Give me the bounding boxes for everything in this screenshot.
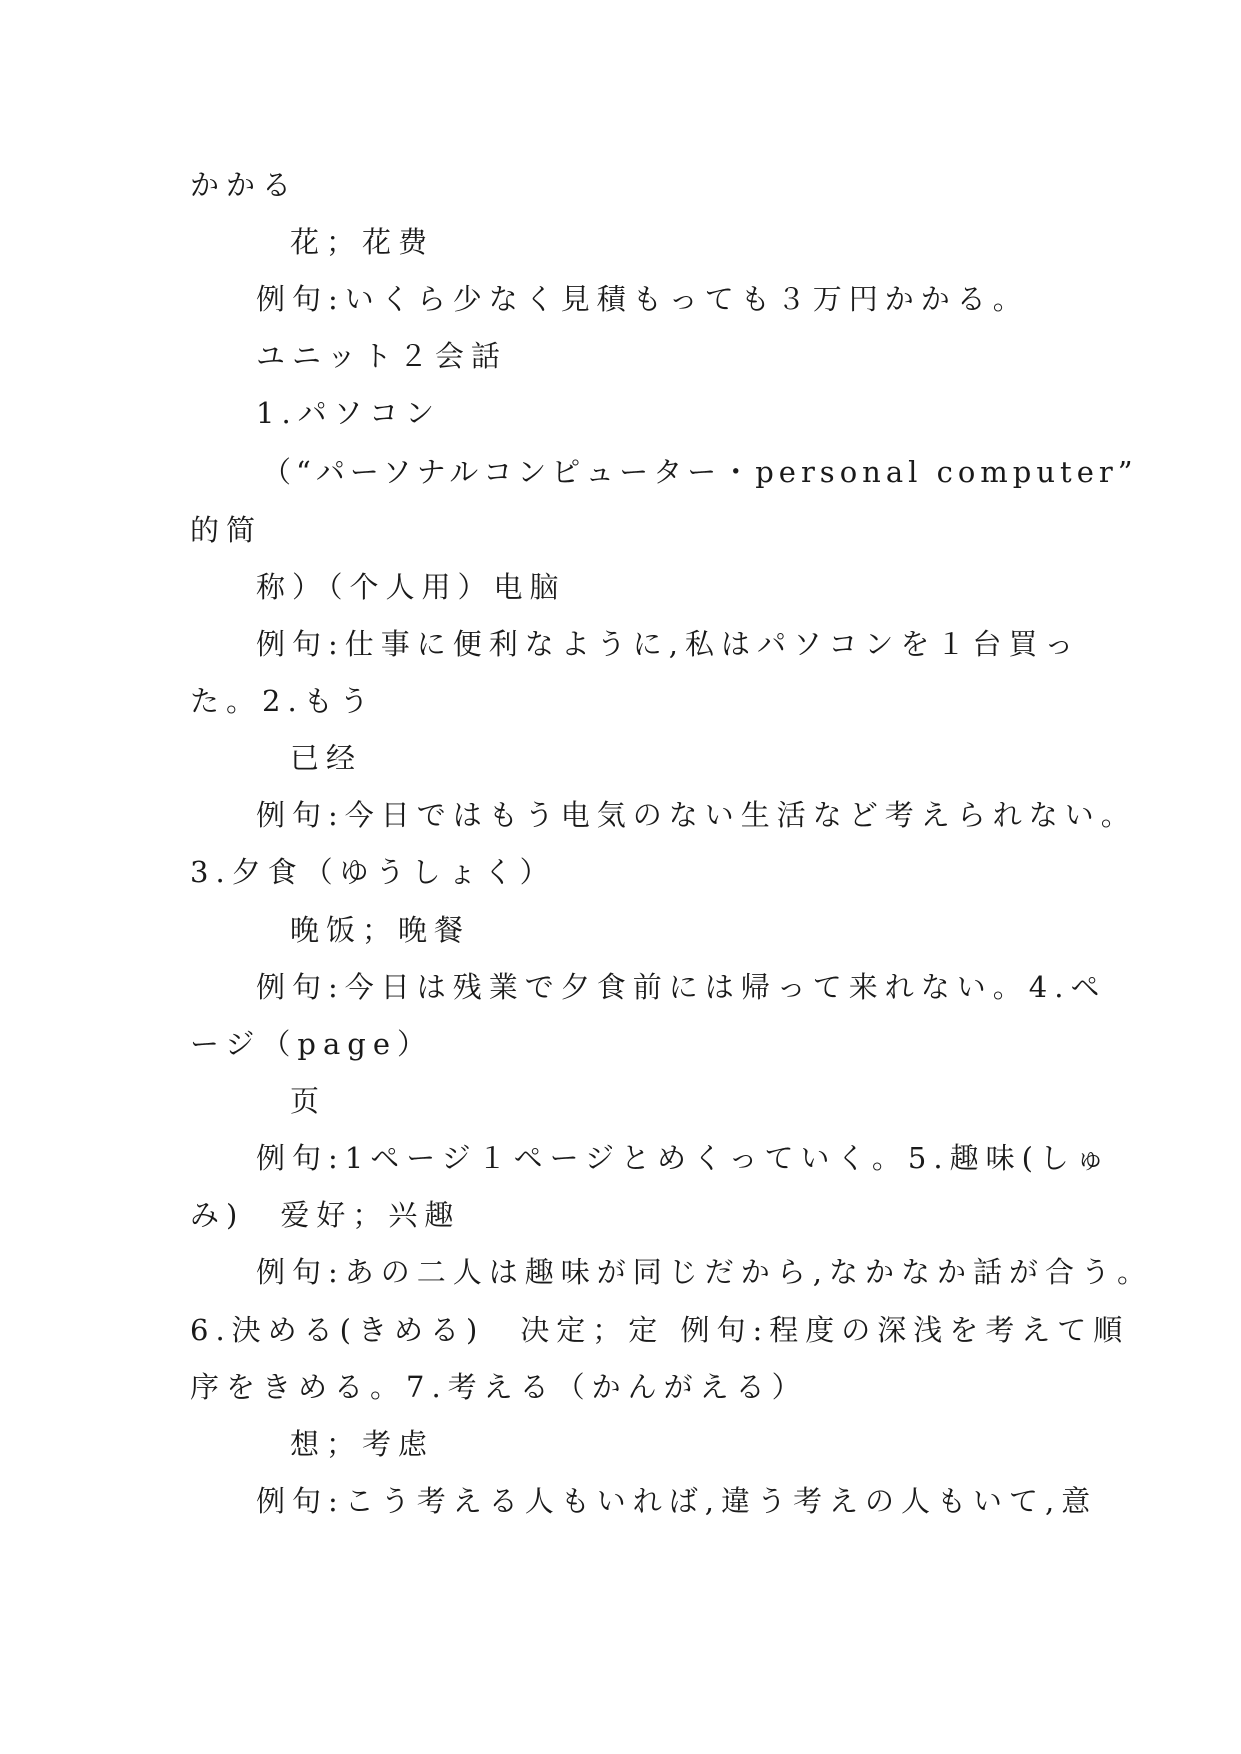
text-line: 称）（个人用）电脑 [256, 570, 566, 604]
text-line: （“パーソナルコンピューター・personal computer” [262, 455, 1138, 489]
text-line: 已经 [290, 741, 363, 775]
text-line: 3.夕食（ゆうしょく） [190, 855, 556, 889]
text-line: 例句:1ページ１ページとめくっていく。5.趣味(しゅ [256, 1141, 1112, 1175]
text-line: 例句:いくら少なく見積もっても３万円かかる。 [256, 282, 1029, 316]
text-line: 6.決める(きめる) 决定；定 例句:程度の深浅を考えて順 [190, 1313, 1130, 1347]
text-line: た。2.もう [190, 684, 376, 718]
text-line: 例句:仕事に便利なように,私はパソコンを１台買っ [256, 627, 1081, 661]
text-line: 序をきめる。7.考える（かんがえる） [190, 1370, 808, 1404]
text-line: ージ（page） [190, 1027, 433, 1061]
text-line: み) 爱好；兴趣 [190, 1198, 461, 1232]
text-line: 页 [290, 1084, 327, 1118]
text-line: 1.パソコン [256, 396, 442, 430]
text-line: 例句:あの二人は趣味が同じだから,なかなか話が合う。 [256, 1255, 1153, 1289]
text-line: 花；花费 [290, 225, 435, 259]
text-line: ユニット２会話 [256, 339, 507, 373]
text-line: 例句:こう考える人もいれば,違う考えの人もいて,意 [256, 1484, 1098, 1518]
text-line: 晚饭；晚餐 [290, 913, 471, 947]
text-line: 的简 [190, 513, 263, 547]
text-line: かかる [190, 168, 299, 202]
text-line: 例句:今日は残業で夕食前には帰って来れない。4.ペ [256, 970, 1107, 1004]
text-line: 例句:今日ではもう电気のない生活など考えられない。 [256, 798, 1137, 832]
text-line: 想；考虑 [290, 1427, 435, 1461]
